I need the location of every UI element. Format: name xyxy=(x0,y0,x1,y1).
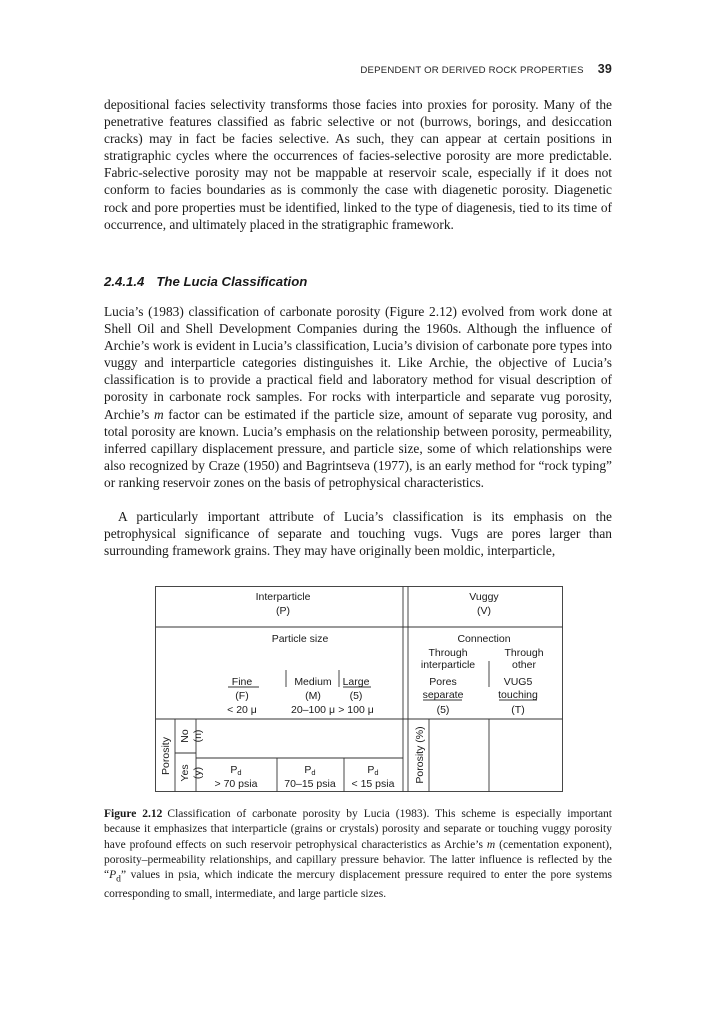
yes-label: Yes xyxy=(179,764,191,782)
running-head xyxy=(104,62,612,76)
pd-fine-value: > 70 psia xyxy=(214,778,258,790)
running-title: DEPENDENT OR DERIVED ROCK PROPERTIES xyxy=(360,65,584,76)
section-number: 2.4.1.4 xyxy=(104,274,145,289)
vug-porosity-axis-label: Porosity (%) xyxy=(414,726,426,784)
connection-label: Connection xyxy=(457,633,511,645)
pd-large-symbol: Pd xyxy=(367,764,379,777)
paragraph-1: depositional facies selectivity transforms those facies into proxies for porosity. Many of the penetrative features classified as fabric selective or not (burrows, borings, and desiccation cracks) may in fact be facies selective. As such, they can appear at certain positions in stratigraphic cycles where the occurrences of facies-selective porosity are more predictable. Fabric-selective porosity may not be mappable at reservoir scale, especially if it does not conform to facies boundaries as is commonly the case with diagenetic porosity. Diagenetic rock and pore properties must be identified, linked to the type of diagenesis, tied to its time of occurrence, and ultimately placed in the stratigraphic framework. xyxy=(104,97,612,232)
pores-separate-label: separate xyxy=(422,689,464,701)
large-abbr: (5) xyxy=(349,690,363,702)
large-range: > 100 μ xyxy=(338,704,374,716)
no-label: No xyxy=(179,729,191,743)
fine-abbr: (F) xyxy=(235,690,249,702)
fine-range: < 20 μ xyxy=(227,704,257,716)
pores-label: Pores xyxy=(429,676,457,688)
archie-m-symbol: m xyxy=(154,406,164,422)
paragraph-2-part-a: Lucia’s (1983) classification of carbonate porosity (Figure 2.12) evolved from work done at Shell Oil and Shell Development Companies during the 1960s. Although the influence of Archie’s work is evident in Lucia’s classification, Lucia’s division of carbonate pore types into vuggy and interparticle categories distinguishes it. Like Archie, the objective of Lucia’s classification is to provide a practical field and laboratory method for visual description of porosity in carbonate rock samples. For rocks with interparticle and separate vug porosity, Archie’s xyxy=(104,304,612,422)
porosity-axis-label: Porosity xyxy=(160,737,172,775)
vuggy-title: Vuggy xyxy=(469,591,499,603)
medium-label: Medium xyxy=(294,676,332,688)
interparticle-abbr: (P) xyxy=(276,605,290,617)
caption-part-c: ” values in psia, which indicate the mercury displacement pressure required to enter the pore systems corresponding to small, intermediate, and large particle sizes. xyxy=(104,869,612,900)
pores-abbr: (5) xyxy=(436,704,450,716)
interparticle-title: Interparticle xyxy=(255,591,311,603)
vuggy-abbr: (V) xyxy=(477,605,491,617)
lucia-classification-figure xyxy=(155,586,563,792)
figure-caption xyxy=(104,807,612,902)
caption-pd-symbol: P xyxy=(109,869,117,882)
no-abbr: (n) xyxy=(192,729,204,743)
vugs-label: VUG5 xyxy=(503,676,533,688)
medium-range: 20–100 μ xyxy=(290,704,336,716)
caption-m-symbol: m xyxy=(486,838,496,851)
section-heading xyxy=(104,274,307,289)
classification-table xyxy=(155,586,563,792)
large-label: Large xyxy=(342,676,370,688)
paragraph-3: A particularly important attribute of Lucia’s classification is its emphasis on the petrophysical significance of separate and touching vugs. Vugs are pores larger than surrounding framework grains. They may have originally been moldic, interparticle, xyxy=(104,509,612,559)
through-other-line2: other xyxy=(512,659,536,671)
through-other-line1: Through xyxy=(504,647,544,659)
caption-part-b: (cementation exponent), porosity–permeability relationships, and capillary pressure behavior. The latter influence is reflected by the “ xyxy=(104,838,612,882)
yes-abbr: (y) xyxy=(192,766,204,780)
page-number: 39 xyxy=(597,62,612,76)
pd-medium-value: 70–15 psia xyxy=(284,778,336,790)
particle-size-label: Particle size xyxy=(271,633,329,645)
paragraph-2 xyxy=(104,303,612,491)
pd-large-value: < 15 psia xyxy=(351,778,395,790)
medium-abbr: (M) xyxy=(305,690,321,702)
fine-label: Fine xyxy=(231,676,253,688)
vugs-touching-label: touching xyxy=(498,689,538,701)
pd-fine-symbol: Pd xyxy=(230,764,242,777)
pd-medium-symbol: Pd xyxy=(304,764,316,777)
vugs-abbr: (T) xyxy=(511,704,525,716)
through-interparticle-line1: Through xyxy=(428,647,468,659)
caption-label: Figure 2.12 xyxy=(104,808,163,820)
caption-part-a: Classification of carbonate porosity by Lucia (1983). This scheme is especially important because it emphasizes that interparticle (grains or crystals) porosity and separate or touching vuggy porosity have profound effects on such reservoir petrophysical characteristics as Archie’s xyxy=(104,808,613,851)
through-interparticle-line2: interparticle xyxy=(420,659,476,671)
section-title: The Lucia Classification xyxy=(156,274,308,289)
paragraph-2-part-b: factor can be estimated if the particle size, amount of separate vug porosity, and total porosity are known. Lucia’s emphasis on the relationship between porosity, permeability, inferred capillary displacement pressure, and particle size, some of which relationships were also recognized by Craze (1950) and Bagrintseva (1977), is an early method for “rock typing” or ranking reservoir zones on the basis of petrophysical characteristics. xyxy=(104,406,612,490)
caption-pd-subscript: d xyxy=(116,873,121,885)
